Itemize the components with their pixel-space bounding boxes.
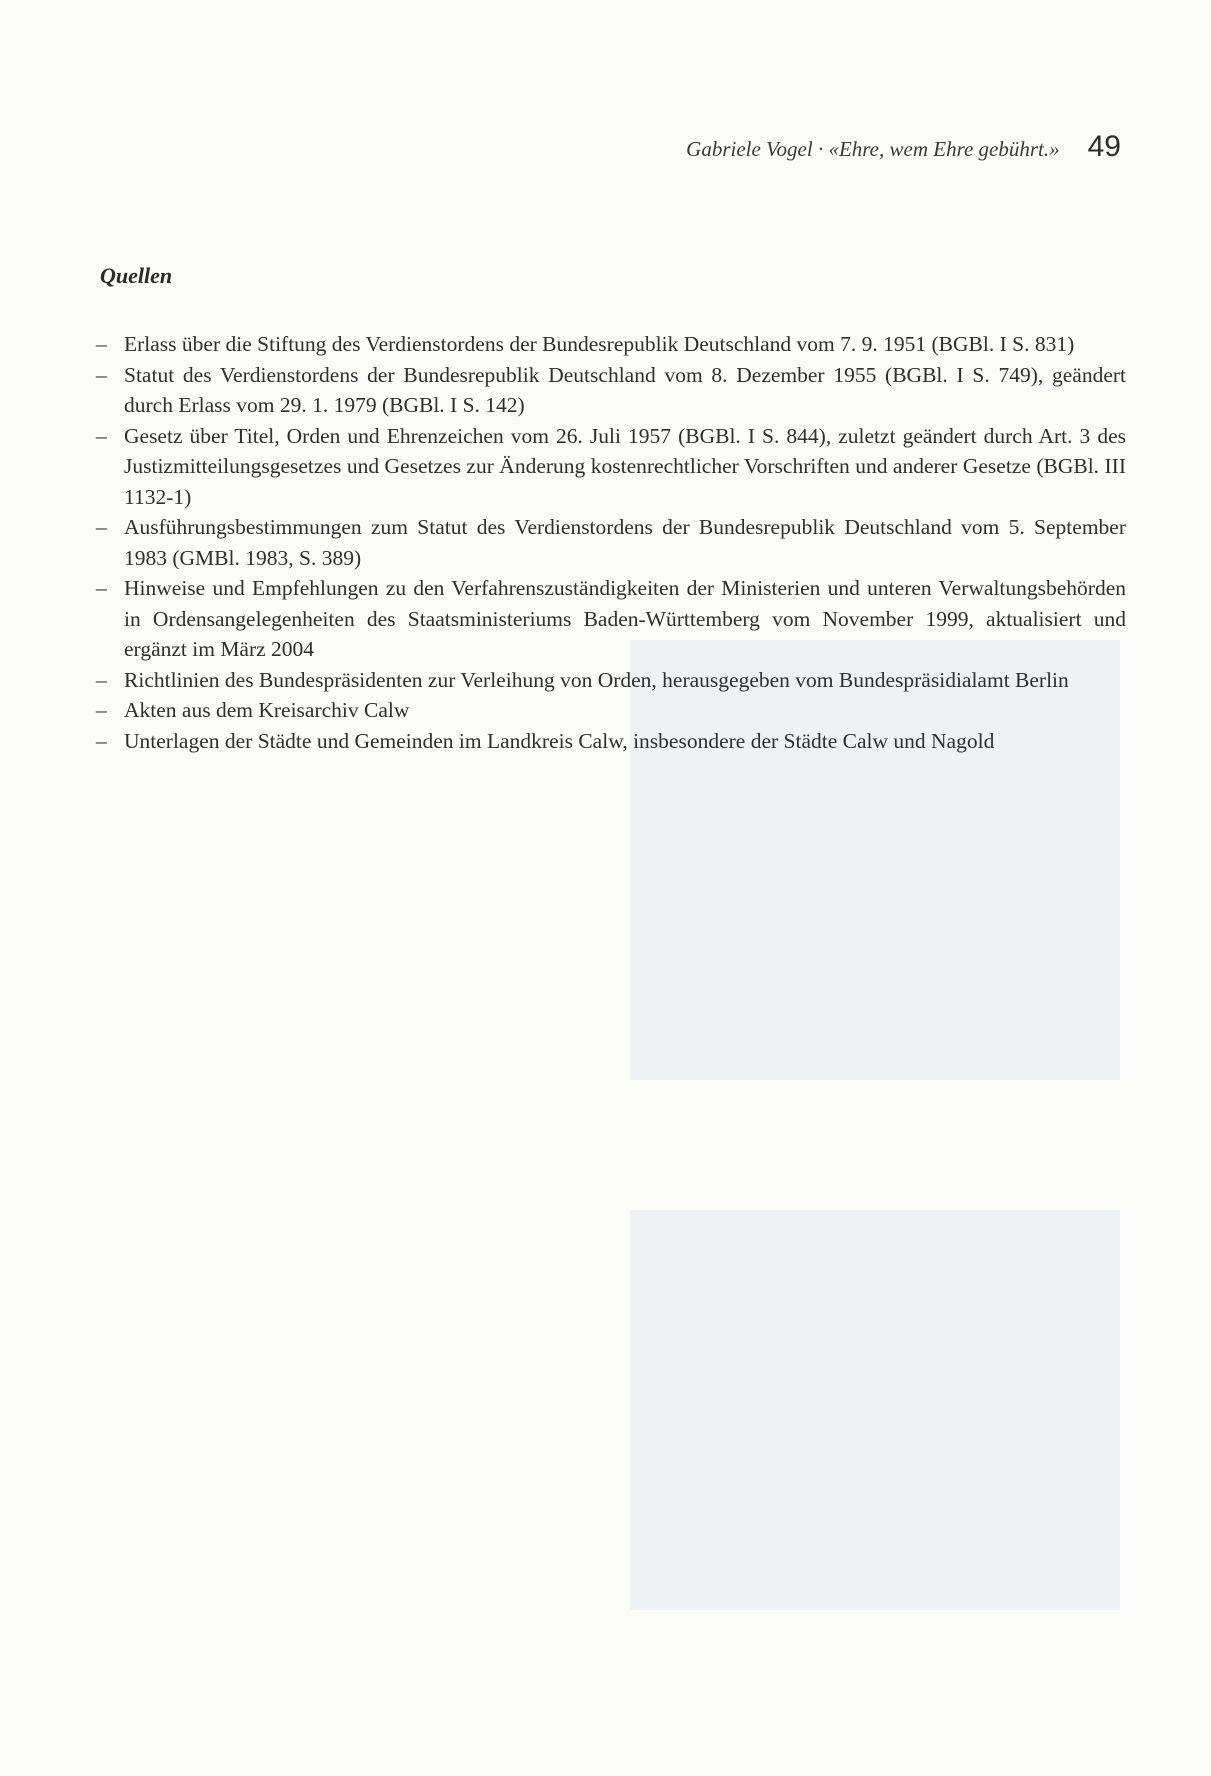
list-item-text: Richtlinien des Bundespräsidenten zur Verleihung von Orden, herausgegeben vom Bundespräsidialamt Berlin — [124, 667, 1069, 692]
page-header — [686, 130, 1121, 164]
show-through-image-block — [630, 1210, 1120, 1610]
list-item — [96, 360, 1126, 421]
list-item-text: Hinweise und Empfehlungen zu den Verfahrenszuständigkeiten der Ministerien und unteren Verwaltungsbehörden in Ordensangelegenheiten des Staatsministeriums Baden-Württemberg vom November 1999, aktualisiert und ergänzt im März 2004 — [124, 576, 1126, 661]
bullet-dash: – — [96, 667, 107, 692]
list-item — [96, 329, 1126, 360]
bullet-dash: – — [96, 728, 107, 753]
list-item — [96, 421, 1126, 513]
list-item — [96, 695, 1126, 726]
bullet-dash: – — [96, 332, 107, 356]
running-head: Gabriele Vogel · «Ehre, wem Ehre gebührt.» — [686, 137, 1060, 161]
section-title: Quellen — [100, 263, 173, 288]
bullet-dash: – — [96, 698, 107, 722]
list-item-text: Ausführungsbestimmungen zum Statut des Verdienstordens der Bundesrepublik Deutschland vom 5. September 1983 (GMBl. 1983, S. 389) — [124, 515, 1126, 570]
list-item-text: Statut des Verdienstordens der Bundesrepublik Deutschland vom 8. Dezember 1955 (BGBl. I S. 749), geändert durch Erlass vom 29. 1. 1979 (BGBl. I S. 142) — [124, 362, 1126, 417]
sources-list — [96, 329, 1126, 756]
list-item-text: Unterlagen der Städte und Gemeinden im Landkreis Calw, insbesondere der Städte Calw und Nagold — [124, 728, 995, 753]
bullet-dash: – — [96, 576, 107, 600]
list-item — [96, 665, 1126, 696]
page-number: 49 — [1087, 130, 1121, 163]
list-item — [96, 726, 1126, 757]
list-item-text: Akten aus dem Kreisarchiv Calw — [124, 698, 410, 722]
list-item-text: Gesetz über Titel, Orden und Ehrenzeichen vom 26. Juli 1957 (BGBl. I S. 844), zuletzt geändert durch Art. 3 des Justizmitteilungsgesetzes und Gesetzes zur Änderung kostenrechtlicher Vorschriften und anderer Gesetze (BGBl. III 1132-1) — [124, 423, 1126, 509]
list-item — [96, 573, 1126, 665]
bullet-dash: – — [96, 362, 107, 387]
list-item-text: Erlass über die Stiftung des Verdienstordens der Bundesrepublik Deutschland vom 7. 9. 1951 (BGBl. I S. 831) — [124, 332, 1075, 356]
bullet-dash: – — [96, 423, 107, 448]
bullet-dash: – — [96, 515, 107, 539]
list-item — [96, 512, 1126, 573]
